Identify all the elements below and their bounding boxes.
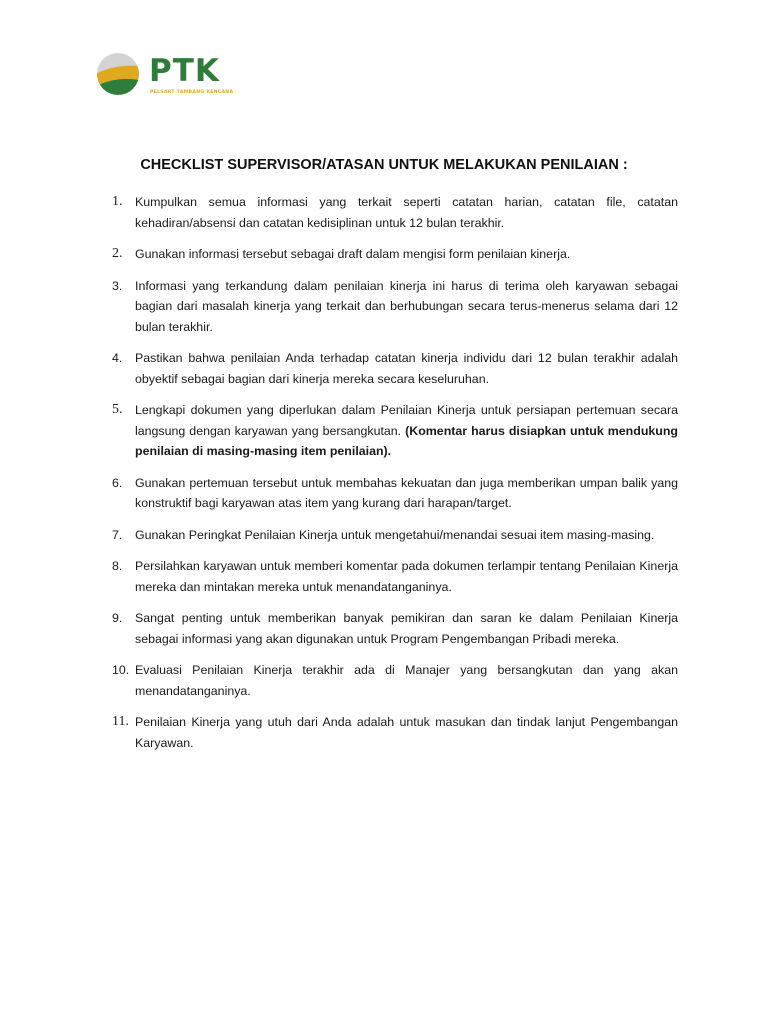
- item-number: 5.: [112, 402, 123, 417]
- logo-brand-text: PTK: [149, 53, 220, 89]
- item-text: Persilahkan karyawan untuk memberi komentar pada dokumen terlampir tentang Penilaian Kinerja mereka dan mintakan mereka untuk menandatanganinya.: [135, 559, 678, 594]
- list-item: [0, 660, 768, 701]
- list-item: [0, 276, 768, 338]
- item-text: Kumpulkan semua informasi yang terkait seperti catatan harian, catatan file, catatan kehadiran/absensi dan catatan kedisiplinan untuk 12 bulan terakhir.: [135, 195, 678, 230]
- list-item: [0, 348, 768, 389]
- item-text: Penilaian Kinerja yang utuh dari Anda adalah untuk masukan dan tindak lanjut Pengembangan Karyawan.: [135, 715, 678, 750]
- item-text: Lengkapi dokumen yang diperlukan dalam Penilaian Kinerja untuk persiapan pertemuan secara langsung dengan karyawan yang bersangkutan.: [135, 403, 678, 438]
- list-item: [0, 244, 768, 265]
- item-text: Gunakan Peringkat Penilaian Kinerja untuk mengetahui/menandai sesuai item masing-masing.: [135, 527, 655, 542]
- list-item: [0, 192, 768, 233]
- logo-tagline: PELSART TAMBANG KENCANA: [150, 90, 234, 95]
- list-item: [0, 525, 768, 546]
- list-item: [0, 712, 768, 753]
- item-text: Pastikan bahwa penilaian Anda terhadap catatan kinerja individu dari 12 bulan terakhir adalah obyektif sebagai bagian dari kinerja mereka secara keseluruhan.: [135, 351, 678, 386]
- ptk-logo-icon: [96, 52, 140, 96]
- item-text: Evaluasi Penilaian Kinerja terakhir ada di Manajer yang bersangkutan dan yang akan menandatanganinya.: [135, 663, 678, 698]
- item-number: 6.: [112, 475, 123, 490]
- item-number: 11.: [112, 714, 129, 729]
- item-number: 2.: [112, 246, 123, 261]
- item-number: 8.: [112, 559, 123, 573]
- item-text: Gunakan informasi tersebut sebagai draft dalam mengisi form penilaian kinerja.: [135, 247, 571, 261]
- list-item: [0, 608, 768, 649]
- company-logo: [96, 52, 246, 102]
- page-title: CHECKLIST SUPERVISOR/ATASAN UNTUK MELAKUKAN PENILAIAN :: [140, 157, 628, 173]
- item-text: Sangat penting untuk memberikan banyak pemikiran dan saran ke dalam Penilaian Kinerja sebagai informasi yang akan digunakan untuk Program Pengembangan Pribadi mereka.: [135, 611, 678, 646]
- checklist: [0, 192, 768, 764]
- item-number: 3.: [112, 278, 123, 293]
- item-number: 1.: [112, 194, 123, 209]
- list-item: [0, 473, 768, 514]
- list-item: [0, 400, 768, 462]
- item-number: 7.: [112, 527, 123, 542]
- item-number: 4.: [112, 351, 123, 365]
- item-bold-note: (Komentar harus disiapkan untuk mendukung penilaian di masing-masing item penilaian).: [135, 423, 678, 458]
- item-text: Gunakan pertemuan tersebut untuk membahas kekuatan dan juga memberikan umpan balik yang konstruktif bagi karyawan atas item yang kurang dari harapan/target.: [135, 475, 678, 510]
- item-number: 9.: [112, 611, 123, 625]
- item-text: Informasi yang terkandung dalam penilaian kinerja ini harus di terima oleh karyawan sebagai bagian dari masalah kinerja yang terkait dan berhubungan secara terus-menerus selama dari 12 bulan terakhir.: [135, 278, 678, 334]
- list-item: [0, 556, 768, 597]
- item-number: 10.: [112, 663, 130, 677]
